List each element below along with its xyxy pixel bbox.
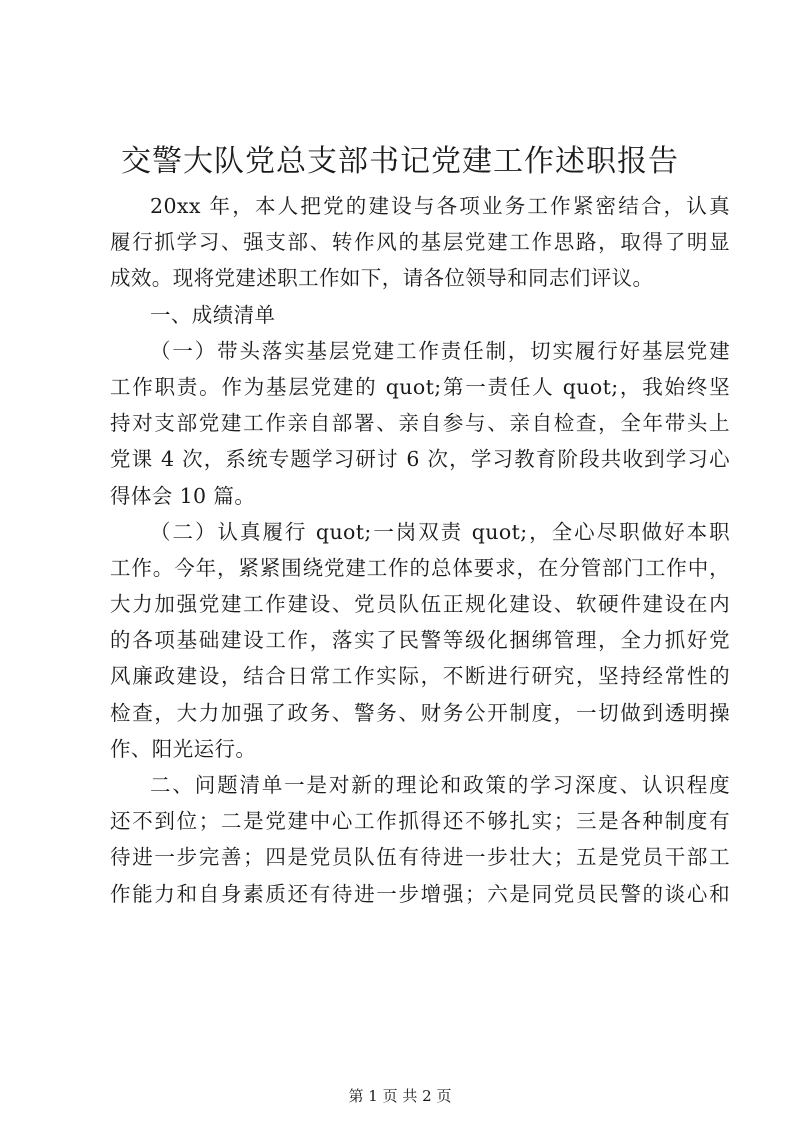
paragraph-line: 党课 4 次，系统专题学习研讨 6 次，学习教育阶段共收到学习心 bbox=[110, 447, 730, 472]
paragraph-line: 得体会 10 篇。 bbox=[110, 483, 256, 508]
section-heading: 一、成绩清单 bbox=[150, 302, 276, 327]
document-body bbox=[110, 188, 730, 912]
document-title: 交警大队党总支部书记党建工作述职报告 bbox=[121, 144, 679, 179]
paragraph-line: 检查，大力加强了政务、警务、财务公开制度，一切做到透明操 bbox=[110, 700, 730, 725]
paragraph-line: 工作。今年，紧紧围绕党建工作的总体要求，在分管部门工作中， bbox=[110, 555, 730, 580]
paragraph-line: 待进一步完善；四是党员队伍有待进一步壮大；五是党员干部工 bbox=[110, 845, 730, 870]
paragraph-line: 作、阳光运行。 bbox=[110, 736, 257, 761]
paragraph-line: 工作职责。作为基层党建的 quot;第一责任人 quot;，我始终坚 bbox=[110, 374, 730, 399]
paragraph-line: 20xx 年，本人把党的建设与各项业务工作紧密结合，认真 bbox=[150, 194, 730, 218]
paragraph-line: 大力加强党建工作建设、党员队伍正规化建设、软硬件建设在内 bbox=[110, 592, 730, 617]
paragraph-line: 风廉政建设，结合日常工作实际，不断进行研究，坚持经常性的 bbox=[110, 664, 730, 689]
paragraph-line: 成效。现将党建述职工作如下，请各位领导和同志们评议。 bbox=[110, 266, 654, 291]
paragraph-line: 持对支部党建工作亲自部署、亲自参与、亲自检查，全年带头上 bbox=[110, 411, 730, 436]
paragraph-line: （二）认真履行 quot;一岗双责 quot;，全心尽职做好本职 bbox=[150, 519, 730, 544]
paragraph-line: 还不到位；二是党建中心工作抓得还不够扎实；三是各种制度有 bbox=[110, 809, 730, 834]
paragraph-line: （一）带头落实基层党建工作责任制，切实履行好基层党建 bbox=[150, 338, 730, 363]
paragraph-line: 的各项基础建设工作，落实了民警等级化捆绑管理，全力抓好党 bbox=[110, 628, 730, 653]
section-heading: 二、问题清单一是对新的理论和政策的学习深度、认识程度 bbox=[150, 773, 730, 797]
page-number-footer: 第 1 页 共 2 页 bbox=[348, 1087, 452, 1105]
paragraph-line: 作能力和自身素质还有待进一步增强；六是同党员民警的谈心和 bbox=[110, 881, 730, 906]
paragraph-line: 履行抓学习、强支部、转作风的基层党建工作思路，取得了明显 bbox=[110, 230, 730, 255]
